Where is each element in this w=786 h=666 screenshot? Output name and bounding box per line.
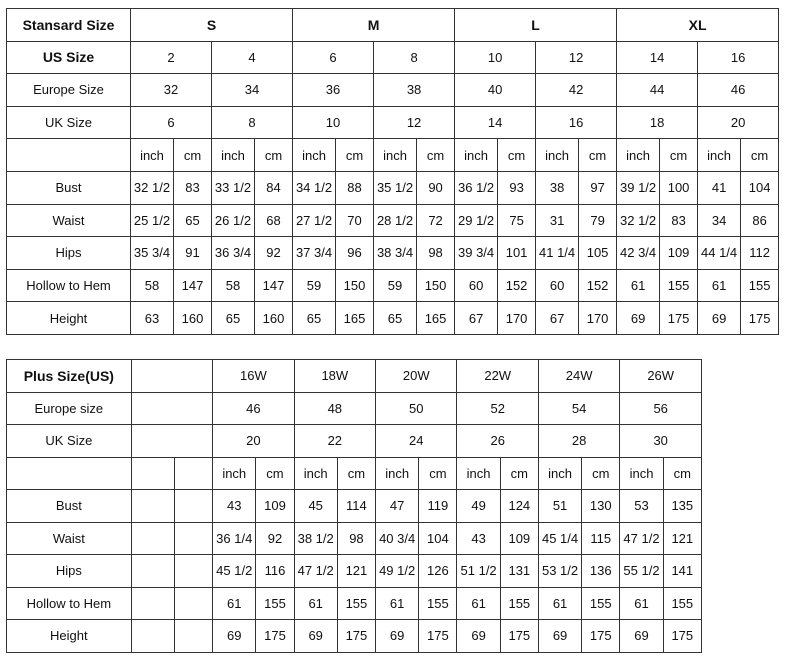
measure-cm-value: 147 [255,269,293,302]
unit-cm: cm [336,139,374,172]
plus-uk-row [7,425,702,458]
measure-inch-value: 32 1/2 [131,171,174,204]
standard-size-table [6,8,779,335]
measure-inch-value: 38 3/4 [374,237,417,270]
measure-cm-value: 175 [663,620,701,653]
measure-inch-value: 53 1/2 [538,555,581,588]
measure-inch-value: 34 [698,204,741,237]
measure-cm-value: 119 [419,490,457,523]
unit-inch: inch [294,457,337,490]
measure-inch-value: 67 [455,302,498,335]
measure-cm-value: 160 [174,302,212,335]
unit-inch: inch [213,457,256,490]
measure-inch-value: 35 3/4 [131,237,174,270]
measure-cm-value: 175 [660,302,698,335]
measure-inch-value: 51 [538,490,581,523]
measure-cm-value: 70 [336,204,374,237]
measure-inch-value: 29 1/2 [455,204,498,237]
unit-cm: cm [255,139,293,172]
unit-inch: inch [457,457,500,490]
measure-inch-value: 65 [293,302,336,335]
measure-cm-value: 155 [663,587,701,620]
measure-cm-value: 165 [417,302,455,335]
measure-cm-value: 150 [336,269,374,302]
measure-inch-value: 63 [131,302,174,335]
measure-cm-value: 160 [255,302,293,335]
measure-inch-value: 60 [455,269,498,302]
size-group: L [455,9,617,42]
us-size-value: 16 [698,41,779,74]
unit-cm: cm [417,139,455,172]
unit-inch: inch [376,457,419,490]
unit-cm: cm [419,457,457,490]
measure-cm-value: 135 [663,490,701,523]
plus-blank [131,522,174,555]
measure-cm-value: 175 [582,620,620,653]
uk-size-value: 20 [698,106,779,139]
measure-cm-value: 83 [660,204,698,237]
measure-cm-value: 79 [579,204,617,237]
plus-size-table [6,359,702,653]
size-group: M [293,9,455,42]
measure-inch-value: 53 [620,490,663,523]
uk-size-value: 12 [374,106,455,139]
measure-inch-value: 59 [293,269,336,302]
measure-inch-value: 40 3/4 [376,522,419,555]
us-size-label: US Size [7,41,131,74]
measure-cm-value: 155 [419,587,457,620]
measure-inch-value: 47 1/2 [294,555,337,588]
unit-cm: cm [663,457,701,490]
measure-inch-value: 36 3/4 [212,237,255,270]
measure-inch-value: 61 [538,587,581,620]
plus-uk-value: 28 [538,425,619,458]
measure-cm-value: 109 [500,522,538,555]
measure-inch-value: 69 [620,620,663,653]
us-size-row [7,41,779,74]
measure-row [7,490,702,523]
europe-size-value: 40 [455,74,536,107]
europe-size-value: 38 [374,74,455,107]
measure-inch-value: 69 [538,620,581,653]
measure-inch-value: 61 [213,587,256,620]
measure-inch-value: 45 1/2 [213,555,256,588]
measure-cm-value: 141 [663,555,701,588]
measure-inch-value: 61 [620,587,663,620]
measure-cm-value: 155 [256,587,294,620]
measure-cm-value: 101 [498,237,536,270]
measure-row [7,237,779,270]
unit-cm: cm [741,139,779,172]
size-group-row [7,9,779,42]
measure-inch-value: 49 1/2 [376,555,419,588]
measure-row [7,620,702,653]
measure-cm-value: 152 [498,269,536,302]
measure-cm-value: 90 [417,171,455,204]
plus-uk-value: 26 [457,425,538,458]
uk-size-row [7,106,779,139]
plus-size-row [7,360,702,393]
plus-blank [174,457,212,490]
measure-inch-value: 47 [376,490,419,523]
measure-inch-value: 28 1/2 [374,204,417,237]
measure-cm-value: 112 [741,237,779,270]
plus-size-value: 18W [294,360,375,393]
measure-inch-value: 47 1/2 [620,522,663,555]
measure-inch-value: 69 [376,620,419,653]
plus-europe-value: 52 [457,392,538,425]
uk-size-value: 8 [212,106,293,139]
measure-cm-value: 170 [498,302,536,335]
measure-label: Hollow to Hem [7,269,131,302]
measure-inch-value: 69 [213,620,256,653]
measure-cm-value: 147 [174,269,212,302]
measure-cm-value: 105 [579,237,617,270]
measure-inch-value: 34 1/2 [293,171,336,204]
europe-size-label: Europe Size [7,74,131,107]
unit-inch: inch [212,139,255,172]
unit-inch: inch [536,139,579,172]
measure-cm-value: 155 [500,587,538,620]
unit-cm: cm [174,139,212,172]
measure-inch-value: 61 [376,587,419,620]
measure-cm-value: 100 [660,171,698,204]
measure-label: Waist [7,204,131,237]
unit-row [7,139,779,172]
measure-cm-value: 121 [663,522,701,555]
measure-inch-value: 69 [617,302,660,335]
unit-cm: cm [579,139,617,172]
plus-blank [174,522,212,555]
measure-label: Hollow to Hem [7,587,132,620]
us-size-value: 10 [455,41,536,74]
plus-blank [131,392,212,425]
plus-uk-value: 20 [213,425,294,458]
plus-europe-row [7,392,702,425]
unit-cm: cm [256,457,294,490]
measure-row [7,587,702,620]
plus-uk-value: 30 [620,425,702,458]
measure-inch-value: 59 [374,269,417,302]
plus-size-value: 24W [538,360,619,393]
unit-inch: inch [538,457,581,490]
measure-cm-value: 175 [419,620,457,653]
measure-inch-value: 61 [617,269,660,302]
measure-row [7,302,779,335]
plus-uk-label: UK Size [7,425,132,458]
measure-cm-value: 152 [579,269,617,302]
measure-cm-value: 65 [174,204,212,237]
unit-inch: inch [293,139,336,172]
plus-size-value: 20W [376,360,457,393]
measure-inch-value: 49 [457,490,500,523]
measure-inch-value: 38 1/2 [294,522,337,555]
measure-inch-value: 38 [536,171,579,204]
measure-label: Height [7,302,131,335]
measure-cm-value: 150 [417,269,455,302]
uk-size-label: UK Size [7,106,131,139]
measure-row [7,555,702,588]
plus-europe-value: 56 [620,392,702,425]
measure-inch-value: 26 1/2 [212,204,255,237]
measure-cm-value: 165 [336,302,374,335]
size-group: XL [617,9,779,42]
measure-inch-value: 31 [536,204,579,237]
measure-cm-value: 68 [255,204,293,237]
plus-europe-label: Europe size [7,392,132,425]
plus-europe-value: 48 [294,392,375,425]
unit-cm: cm [500,457,538,490]
measure-cm-value: 88 [336,171,374,204]
measure-inch-value: 41 [698,171,741,204]
measure-cm-value: 97 [579,171,617,204]
measure-cm-value: 104 [741,171,779,204]
plus-blank [131,620,174,653]
unit-inch: inch [698,139,741,172]
us-size-value: 12 [536,41,617,74]
measure-inch-value: 39 1/2 [617,171,660,204]
measure-cm-value: 116 [256,555,294,588]
measure-cm-value: 109 [256,490,294,523]
measure-cm-value: 75 [498,204,536,237]
measure-row [7,269,779,302]
measure-cm-value: 136 [582,555,620,588]
europe-size-value: 34 [212,74,293,107]
measure-inch-value: 45 [294,490,337,523]
plus-uk-value: 22 [294,425,375,458]
unit-row-blank [7,457,132,490]
measure-cm-value: 98 [417,237,455,270]
measure-inch-value: 41 1/4 [536,237,579,270]
measure-cm-value: 92 [256,522,294,555]
unit-inch: inch [131,139,174,172]
measure-inch-value: 39 3/4 [455,237,498,270]
measure-inch-value: 27 1/2 [293,204,336,237]
plus-europe-value: 46 [213,392,294,425]
measure-inch-value: 61 [294,587,337,620]
uk-size-value: 16 [536,106,617,139]
europe-size-value: 32 [131,74,212,107]
measure-inch-value: 58 [131,269,174,302]
measure-inch-value: 35 1/2 [374,171,417,204]
plus-europe-value: 54 [538,392,619,425]
measure-cm-value: 124 [500,490,538,523]
uk-size-value: 10 [293,106,374,139]
plus-blank [131,490,174,523]
measure-inch-value: 61 [698,269,741,302]
unit-inch: inch [374,139,417,172]
measure-label: Hips [7,555,132,588]
measure-cm-value: 92 [255,237,293,270]
us-size-value: 8 [374,41,455,74]
plus-uk-value: 24 [376,425,457,458]
plus-blank [131,360,212,393]
measure-cm-value: 170 [579,302,617,335]
measure-cm-value: 131 [500,555,538,588]
measure-cm-value: 109 [660,237,698,270]
plus-europe-value: 50 [376,392,457,425]
us-size-value: 4 [212,41,293,74]
unit-inch: inch [617,139,660,172]
europe-size-value: 44 [617,74,698,107]
plus-blank [131,425,212,458]
measure-cm-value: 93 [498,171,536,204]
unit-cm: cm [582,457,620,490]
measure-row [7,522,702,555]
unit-inch: inch [620,457,663,490]
unit-cm: cm [337,457,375,490]
measure-inch-value: 44 1/4 [698,237,741,270]
europe-size-value: 36 [293,74,374,107]
measure-cm-value: 72 [417,204,455,237]
measure-inch-value: 55 1/2 [620,555,663,588]
measure-cm-value: 155 [337,587,375,620]
plus-size-value: 26W [620,360,702,393]
measure-label: Waist [7,522,132,555]
measure-cm-value: 83 [174,171,212,204]
us-size-value: 14 [617,41,698,74]
measure-inch-value: 65 [212,302,255,335]
measure-inch-value: 25 1/2 [131,204,174,237]
uk-size-value: 14 [455,106,536,139]
measure-row [7,204,779,237]
measure-cm-value: 86 [741,204,779,237]
plus-blank [174,620,212,653]
measure-inch-value: 43 [457,522,500,555]
measure-inch-value: 33 1/2 [212,171,255,204]
measure-inch-value: 42 3/4 [617,237,660,270]
measure-cm-value: 121 [337,555,375,588]
size-group: S [131,9,293,42]
europe-size-row [7,74,779,107]
measure-cm-value: 155 [660,269,698,302]
measure-inch-value: 51 1/2 [457,555,500,588]
measure-cm-value: 175 [256,620,294,653]
standard-title: Stansard Size [7,9,131,42]
plus-blank [174,587,212,620]
unit-row-blank [7,139,131,172]
measure-cm-value: 175 [337,620,375,653]
measure-cm-value: 84 [255,171,293,204]
plus-blank [131,587,174,620]
measure-label: Hips [7,237,131,270]
measure-cm-value: 155 [582,587,620,620]
europe-size-value: 42 [536,74,617,107]
plus-size-value: 22W [457,360,538,393]
plus-measure-rows [7,490,702,653]
measure-label: Bust [7,490,132,523]
us-size-value: 6 [293,41,374,74]
measure-inch-value: 67 [536,302,579,335]
measure-cm-value: 155 [741,269,779,302]
measure-cm-value: 96 [336,237,374,270]
measure-cm-value: 175 [500,620,538,653]
us-size-value: 2 [131,41,212,74]
measure-inch-value: 36 1/4 [213,522,256,555]
plus-blank [174,490,212,523]
measure-cm-value: 175 [741,302,779,335]
plus-blank [131,555,174,588]
plus-title: Plus Size(US) [7,360,132,393]
measure-inch-value: 36 1/2 [455,171,498,204]
measure-cm-value: 98 [337,522,375,555]
measure-inch-value: 58 [212,269,255,302]
measure-cm-value: 91 [174,237,212,270]
measure-label: Bust [7,171,131,204]
plus-unit-row [7,457,702,490]
measure-inch-value: 61 [457,587,500,620]
plus-blank [131,457,174,490]
measure-cm-value: 104 [419,522,457,555]
europe-size-value: 46 [698,74,779,107]
measure-inch-value: 69 [457,620,500,653]
measure-row [7,171,779,204]
measure-cm-value: 130 [582,490,620,523]
measure-cm-value: 126 [419,555,457,588]
measure-inch-value: 45 1/4 [538,522,581,555]
measure-inch-value: 69 [294,620,337,653]
measure-cm-value: 114 [337,490,375,523]
measure-inch-value: 65 [374,302,417,335]
measure-inch-value: 60 [536,269,579,302]
uk-size-value: 6 [131,106,212,139]
measure-inch-value: 69 [698,302,741,335]
measure-cm-value: 115 [582,522,620,555]
plus-size-value: 16W [213,360,294,393]
uk-size-value: 18 [617,106,698,139]
unit-cm: cm [660,139,698,172]
unit-inch: inch [455,139,498,172]
measure-inch-value: 37 3/4 [293,237,336,270]
standard-measure-rows [7,171,779,334]
unit-cm: cm [498,139,536,172]
measure-inch-value: 43 [213,490,256,523]
measure-label: Height [7,620,132,653]
measure-inch-value: 32 1/2 [617,204,660,237]
plus-blank [174,555,212,588]
